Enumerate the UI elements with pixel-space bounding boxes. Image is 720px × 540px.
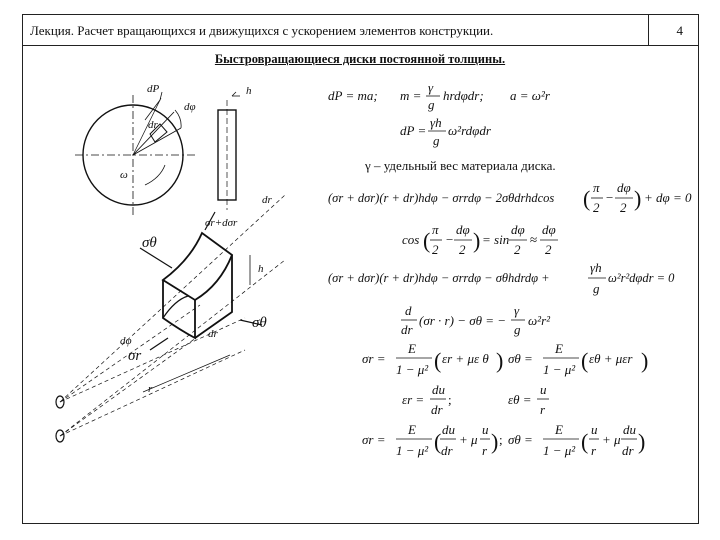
semicolon-1: ; [448,392,452,407]
eq9a-pa-den: dr [441,443,453,458]
eq6-mid: (σr · r) − σθ = − [419,313,507,328]
paren-close-1: ) [634,186,642,211]
eq6-gamma: γ [514,303,520,318]
eq9b-pb: + μ [602,432,621,447]
eq9a-pc-num: u [482,422,489,437]
eq-dp-num: γh [430,115,442,130]
label-dp: dP [147,83,160,95]
disk-figure [75,92,240,215]
eq8b-num: u [540,382,547,397]
label-dphi: dφ [184,101,196,113]
paren-open-3: ( [434,348,442,373]
eq4-sin-den: 2 [514,242,521,257]
label-dr-top: dr [262,194,272,206]
ray-1 [60,195,285,402]
eq-m-rest: hrdφdr; [443,88,484,103]
eq3-frac2-num: dφ [617,180,631,195]
eq9b-den: 1 − μ² [543,443,576,458]
eq7a-left: σr = [362,351,386,366]
lecture-title: Лекция. Расчет вращающихся и движущихся с ускорением элементов конструкции. [30,23,494,38]
eq7b-paren: εθ + μεr [589,351,633,366]
eq-balance-1: (σr + dσr)(r + dr)hdφ − σrrdφ − 2σθdrhdcos [328,191,555,205]
page-number: 4 [676,23,683,38]
paren-open-6: ( [581,429,589,454]
eq8a-den: dr [431,402,443,417]
eq-m: m = [400,88,422,103]
section-title: Быстровращающиеся диски постоянной толщины. [214,52,506,66]
eq9a-num: E [408,422,416,437]
eq3-tail: + dφ = 0 [644,190,692,205]
eq-dp-ma: dP = ma; [328,88,378,103]
eq-balance-2: (σr + dσr)(r + dr)hdφ − σrrdφ − σθhdrdφ + [328,271,550,285]
paren-open-5: ( [434,429,442,454]
eq7a-den: 1 − μ² [396,362,429,377]
eq5-tail: ω²r²dφdr = 0 [608,271,675,285]
radius-line-1 [133,128,181,155]
eq8b-left: εθ = [508,392,532,407]
eq6-g: g [514,322,521,337]
eq3-frac-num: π [593,180,600,195]
eq4-sin-num: dφ [511,222,525,237]
label-sigma-r-plus: σr+dσr [205,217,238,229]
eq-a: a = ω²r [510,88,550,103]
eq-dp-left: dP = [400,123,427,138]
dp-arrow [145,100,160,120]
paren-close-2: ) [473,228,481,253]
eq4-approx: ≈ [530,232,538,247]
eq-dp-den: g [433,133,440,148]
equations [328,80,692,458]
element-figure [56,195,285,442]
wedge-front-face [163,280,195,338]
eq7a-paren: εr + με θ [442,351,489,366]
label-omega: ω [120,169,128,181]
paren-close-4: ) [641,348,649,373]
eq8a-left: εr = [402,392,425,407]
eq9b-pc-den: dr [622,443,634,458]
eq8b-den: r [540,402,546,417]
eq9a-pc-den: r [482,443,488,458]
eq4-2b: 2 [459,242,466,257]
label-dphi-wedge: dφ [120,335,132,347]
eq5-den: g [593,281,600,296]
label-sigma-theta-right: σθ [252,315,267,331]
eq6-dr: dr [401,322,413,337]
h-mark-tick [232,92,236,96]
dp-arrow-tip [160,92,162,100]
paren-open-1: ( [583,186,591,211]
paren-open-4: ( [581,348,589,373]
eq6-tail: ω²r² [528,313,551,328]
gamma-definition: γ – удельный вес материала диска. [365,158,556,173]
ray-6 [60,350,245,436]
label-sigma-theta: σθ [142,235,157,251]
label-h: h [258,263,264,275]
eq3-frac2-den: 2 [620,200,627,215]
eq6-d: d [405,303,412,318]
paren-close-6: ) [638,429,646,454]
eq4-sin: = sin [482,232,510,247]
eq9a-pa-num: du [442,422,455,437]
label-h-top: h [246,85,252,97]
minus-sign: − [606,190,614,205]
sigma-theta-arrow [140,248,172,268]
dphi-arc [175,110,181,128]
eq4-cos: cos [402,232,420,247]
eq9a-den: 1 − μ² [396,443,429,458]
label-r: r [148,383,153,395]
paren-close-5: ) [491,429,499,454]
eq9b-pa-den: r [591,443,597,458]
label-dr-wedge: dr [208,328,218,340]
eq9b-pa-num: u [591,422,598,437]
eq9b-pc-num: du [623,422,636,437]
eq7b-num: E [555,341,563,356]
sigma-r-arrow [150,338,168,350]
omega-arc [145,165,165,185]
eq4-pi: π [432,222,439,237]
eq3-frac-den: 2 [593,200,600,215]
eq-m-num: γ [428,80,434,95]
eq5-num: γh [590,260,602,275]
eq7a-num: E [408,341,416,356]
eq7b-left: σθ = [508,351,533,366]
eq7b-den: 1 − μ² [543,362,576,377]
eq-dp-rest: ω²rdφdr [448,123,491,138]
eq4-res-den: 2 [545,242,552,257]
eq4-res-num: dφ [542,222,556,237]
paren-open-2: ( [423,228,431,253]
label-sigma-r: σr [128,348,142,364]
eq9b-num: E [555,422,563,437]
wedge-inner-arc [163,296,188,318]
semicolon-2: ; [499,432,503,447]
eq-m-den: g [428,97,435,112]
eq9b-left: σθ = [508,432,533,447]
minus-sign-2: − [446,232,454,247]
label-dr: dr [148,119,158,131]
paren-close-3: ) [496,348,504,373]
eq4-2: 2 [432,242,439,257]
wedge-top-face [163,233,232,300]
eq8a-num: du [432,382,445,397]
eq9a-pb: + μ [459,432,478,447]
eq9a-left: σr = [362,432,386,447]
eq4-dphi: dφ [456,222,470,237]
